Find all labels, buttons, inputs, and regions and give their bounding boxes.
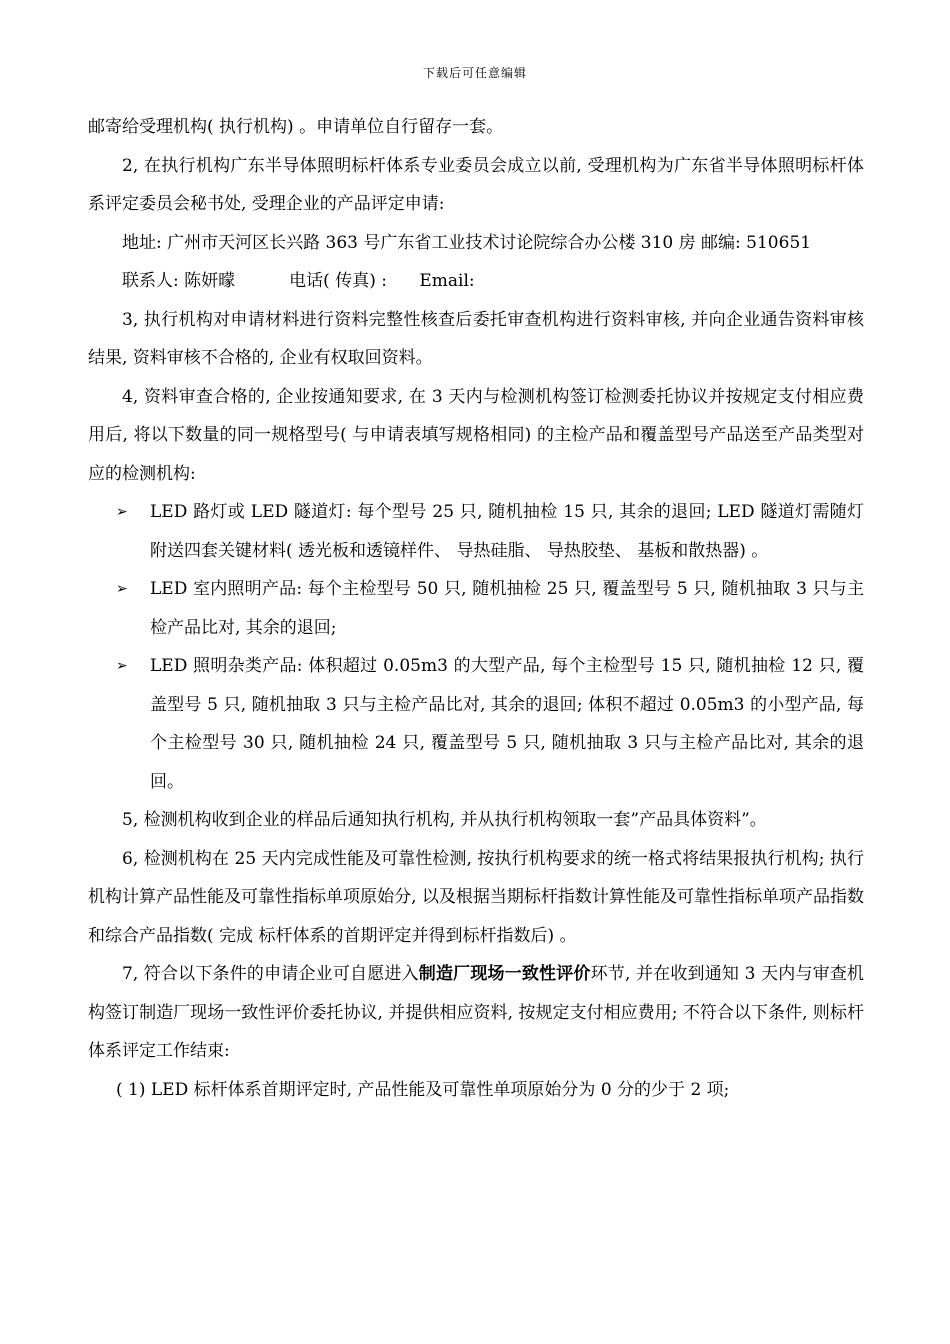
paragraph-mailing: 邮寄给受理机构( 执行机构) 。申请单位自行留存一套。 xyxy=(88,117,504,137)
paragraph-step-3: 3, 执行机构对申请材料进行资料完整性核查后委托审查机构进行资料审核, 并向企业通告资料审核结果, 资料审核不合格的, 企业有权取回资料。 xyxy=(88,309,864,368)
bullet-item-road-lamp xyxy=(88,493,864,570)
address-line: 地址: 广州市天河区长兴路 363 号广东省工业技术讨论院综合办公楼 310 房 邮编: 510651 xyxy=(122,232,812,253)
bullet-text: LED 照明杂类产品: 体积超过 0.05m3 的大型产品, 每个主检型号 15 只, 随机抽检 12 只, 覆盖型号 5 只, 随机抽取 3 只与主检产品比对, 其余的退回; 体积不超过 0.05m3 的小型产品, 每个主检型号 30 只, 随机抽检 24 只, 覆盖型号 5 只, 随机抽取 3 只与主检产品比对, 其余的退回。 xyxy=(150,656,864,792)
bullet-text: LED 路灯或 LED 隧道灯: 每个型号 25 只, 随机抽检 15 只, 其余的退回; LED 隧道灯需随灯附送四套关键材料( 透光板和透镜样件、 导热硅脂、 导热胶垫、 基板和散热器) 。 xyxy=(150,502,864,561)
page-header: 下载后可任意编辑 xyxy=(422,66,527,80)
bullet-item-indoor-lighting xyxy=(88,570,864,647)
document-body xyxy=(88,108,864,1109)
step-7-bold-term: 制造厂现场一致性评价 xyxy=(418,964,591,984)
step-7-text-after: 环节, 并在收到通知 3 天内与审查机构签订制造厂现场一致性评价委托协议, 并提供相应资料, 按规定支付相应费用; 不符合以下条件, 则标杆体系评定工作结束: xyxy=(88,964,865,1061)
paragraph-step-7 xyxy=(88,955,864,1071)
condition-item-1: ( 1) LED 标杆体系首期评定时, 产品性能及可靠性单项原始分为 0 分的少于 2 项; xyxy=(116,1079,730,1100)
arrow-bullet-icon: ➢ xyxy=(116,504,128,520)
paragraph-step-5: 5, 检测机构收到企业的样品后通知执行机构, 并从执行机构领取一套”产品具体资料”。 xyxy=(122,810,767,830)
paragraph-step-6: 6, 检测机构在 25 天内完成性能及可靠性检测, 按执行机构要求的统一格式将结果报执行机构; 执行机构计算产品性能及可靠性指标单项原始分, 以及根据当期标杆指数计算性能及可靠性指标单项产品指数和综合产品指数( 完成 标杆体系的首期评定并得到标杆指数后) 。 xyxy=(88,848,864,946)
step-7-text-before: 7, 符合以下条件的申请企业可自愿进入 xyxy=(122,964,419,984)
paragraph-step-2: 2, 在执行机构广东半导体照明标杆体系专业委员会成立以前, 受理机构为广东省半导体照明标杆体系评定委员会秘书处, 受理企业的产品评定申请: xyxy=(88,155,864,214)
bullet-item-misc-lighting xyxy=(88,647,864,801)
contact-line: 联系人: 陈妍曚 电话( 传真) : Email: xyxy=(122,271,475,291)
bullet-text: LED 室内照明产品: 每个主检型号 50 只, 随机抽检 25 只, 覆盖型号 5 只, 随机抽取 3 只与主检产品比对, 其余的退回; xyxy=(150,579,864,638)
arrow-bullet-icon: ➢ xyxy=(116,658,128,674)
arrow-bullet-icon: ➢ xyxy=(116,581,128,597)
paragraph-step-4: 4, 资料审查合格的, 企业按通知要求, 在 3 天内与检测机构签订检测委托协议并按规定支付相应费用后, 将以下数量的同一规格型号( 与申请表填写规格相同) 的主检产品和覆盖型号产品送至产品类型对应的检测机构: xyxy=(88,386,864,484)
